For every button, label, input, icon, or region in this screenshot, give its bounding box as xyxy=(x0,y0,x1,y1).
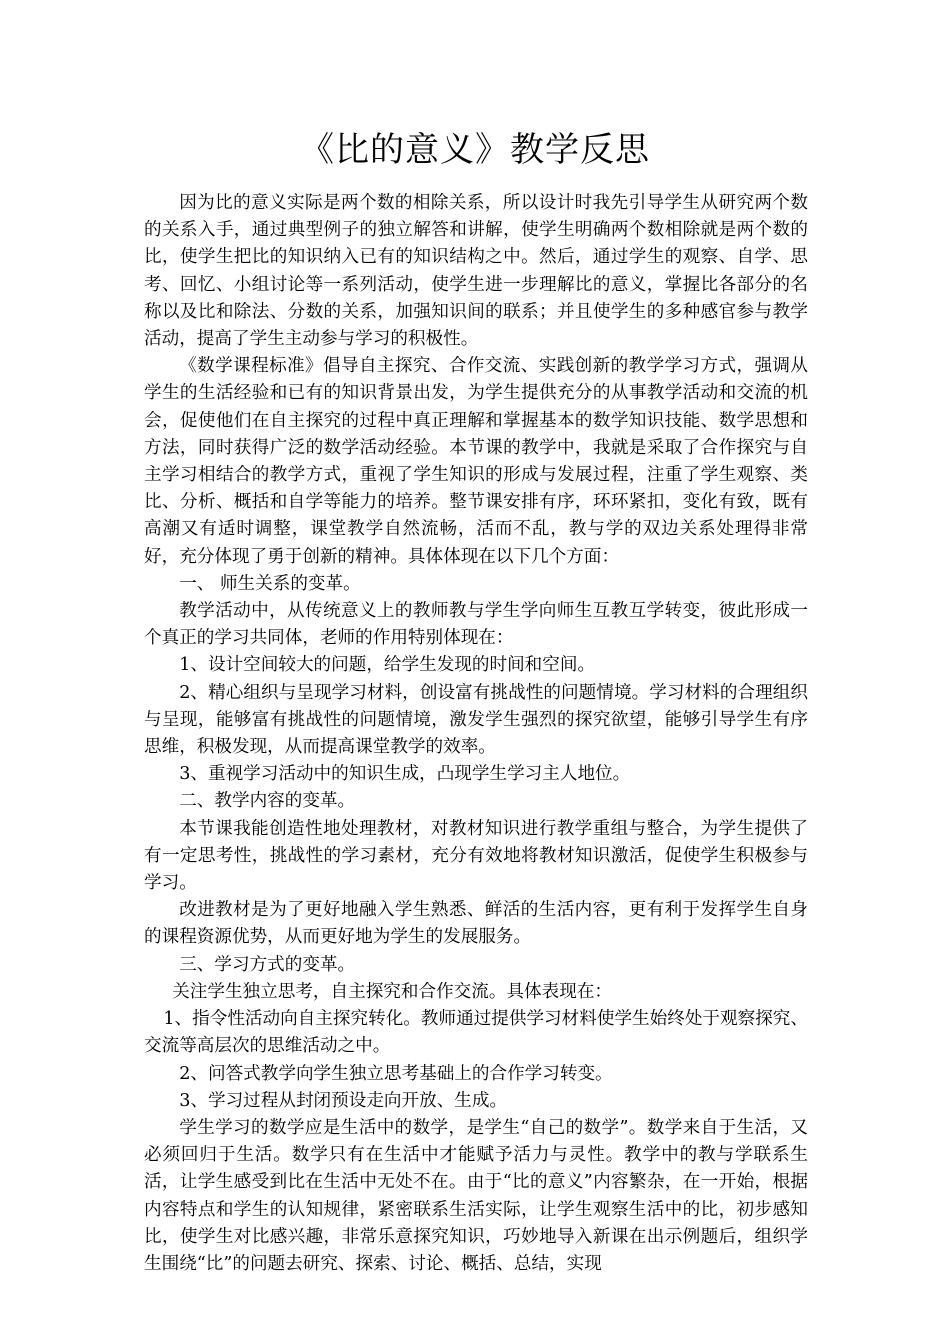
section-heading-teacher-student: 一、 师生关系的变革。 xyxy=(179,573,361,594)
paragraph-curriculum-standard: 《数学课程标准》倡导自主探究、合作交流、实践创新的教学学习方式，强调从学生的生活经验和已有的知识背景出发，为学生提供充分的从事教学活动和交流的机会，促使他们在自主探究的过程中真正理解和掌握基本的数学知识技能、数学思想和方法，同时获得广泛的数学活动经验。本节课的教学中，我就是采取了合作探究与自主学习相结合的教学方式，重视了学生知识的形成与发展过程，注重了学生观察、类比、分析、概括和自学等能力的培养。整节课安排有序，环环紧扣，变化有致，既有高潮又有适时调整，课堂教学自然流畅，活而不乱，教与学的双边关系处理得非常好，充分体现了勇于创新的精神。具体体现在以下几个方面： xyxy=(144,356,808,567)
list-item-learning-2: 2、问答式教学向学生独立思考基础上的合作学习转变。 xyxy=(179,1063,613,1084)
paragraph-improve-textbook: 改进教材是为了更好地融入学生熟悉、鲜活的生活内容，更有利于发挥学生自身的课程资源优势，从而更好地为学生的发展服务。 xyxy=(144,900,808,948)
paragraph-life-math: 学生学习的数学应是生活中的数学，是学生“自己的数学”。数学来自于生活，又必须回归于生活。数学只有在生活中才能赋予活力与灵性。教学中的教与学联系生活，让学生感受到比在生活中无处不在。由于“比的意义”内容繁杂，在一开始，根据内容特点和学生的认知规律，紧密联系生活实际，让学生观察生活中的比，初步感知比，使学生对比感兴趣，非常乐意探究知识，巧妙地导入新课在出示例题后，组织学生围绕“比”的问题去研究、探索、讨论、概括、总结，实现 xyxy=(144,1117,808,1274)
list-item-2: 2、精心组织与呈现学习材料，创设富有挑战性的问题情境。学习材料的合理组织与呈现，能够富有挑战性的问题情境，激发学生强烈的探究欲望，能够引导学生有序思维，积极发现，从而提高课堂教学的效率。 xyxy=(144,682,808,758)
section-heading-content: 二、教学内容的变革。 xyxy=(179,791,356,812)
section-heading-learning-style: 三、学习方式的变革。 xyxy=(179,954,356,975)
list-item-1: 1、设计空间较大的问题，给学生发现的时间和空间。 xyxy=(179,655,596,676)
list-item-learning-3: 3、学习过程从封闭预设走向开放、生成。 xyxy=(179,1090,508,1111)
document-body xyxy=(144,190,808,1278)
paragraph-focus: 关注学生独立思考，自主探究和合作交流。具体表现在： xyxy=(172,981,613,1002)
list-item-learning-1: 1、指令性活动向自主探究转化。教师通过提供学习材料使学生始终处于观察探究、交流等高层次的思维活动之中。 xyxy=(144,1009,808,1057)
list-item-3: 3、重视学习活动中的知识生成，凸现学生学习主人地位。 xyxy=(179,764,631,785)
page-title: 《比的意义》教学反思 xyxy=(300,130,650,170)
paragraph-textbook: 本节课我能创造性地处理教材，对教材知识进行教学重组与整合，为学生提供了有一定思考性，挑战性的学习素材，充分有效地将教材知识激活，促使学生积极参与学习。 xyxy=(144,818,808,894)
paragraph-teacher-role: 教学活动中，从传统意义上的教师教与学生学向师生互教互学转变，彼此形成一个真正的学习共同体，老师的作用特别体现在： xyxy=(144,601,808,649)
paragraph-intro: 因为比的意义实际是两个数的相除关系，所以设计时我先引导学生从研究两个数的关系入手，通过典型例子的独立解答和讲解，使学生明确两个数相除就是两个数的比，使学生把比的知识纳入已有的知识结构之中。然后，通过学生的观察、自学、思考、回忆、小组讨论等一系列活动，使学生进一步理解比的意义，掌握比各部分的名称以及比和除法、分数的关系，加强知识间的联系；并且使学生的多种感官参与教学活动，提高了学生主动参与学习的积极性。 xyxy=(144,193,808,350)
